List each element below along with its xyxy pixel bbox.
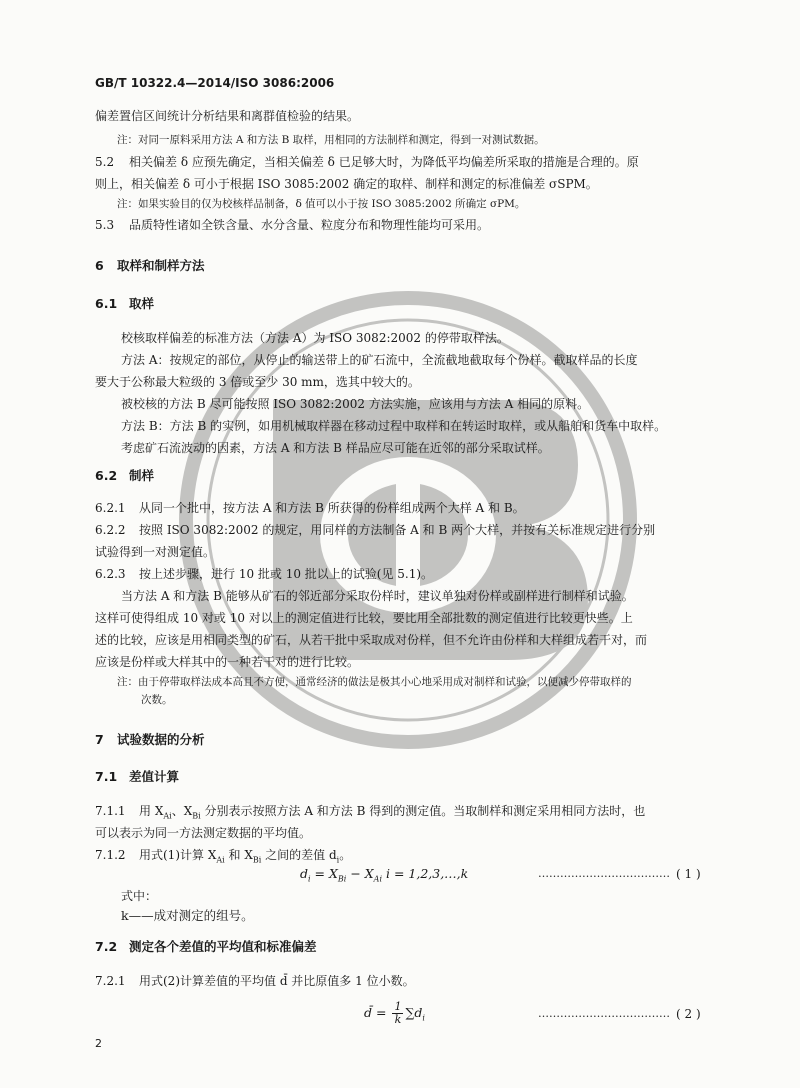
section-title: 试验数据的分析 <box>117 732 205 747</box>
subscript: Bi <box>192 811 201 821</box>
note-line: 注：由于停带取样法成本高且不方便，通常经济的做法是极其小心地采用成对制样和试验，以便减少停带取样的 <box>117 676 632 688</box>
clause-5-2-line-2: 则上，相关偏差 δ 可小于根据 ISO 3085:2002 确定的取样、制样和测定的标准偏差 σSPM。 <box>95 177 598 191</box>
clause-5-2-line-1 <box>95 154 639 170</box>
subscript: Ai <box>373 874 383 884</box>
formula-1 <box>300 866 468 888</box>
section-title: 测定各个差值的平均值和标准偏差 <box>129 939 317 954</box>
clause-number: 6.2.1 <box>95 501 126 515</box>
formula-term: i = 1,2,3,…,k <box>382 866 469 881</box>
clause-5-3 <box>95 217 489 233</box>
note-line: 注：如果实验目的仅为校核样品制备，δ 值可以小于按 ISO 3085:2002 所确定 σPM。 <box>117 198 526 210</box>
formula-leader-dots: ……………………………… <box>538 867 670 880</box>
clause-text: 和 X <box>224 848 253 862</box>
page-number: 2 <box>95 1037 102 1050</box>
clause-text: 、X <box>171 804 193 818</box>
paragraph-line: 偏差置信区间统计分析结果和离群值检验的结果。 <box>95 109 360 123</box>
formula-2 <box>364 1001 425 1027</box>
clause-7-1-1-line-2: 可以表示为同一方法测定数据的平均值。 <box>95 826 312 840</box>
paragraph-line: 述的比较，应该是用相同类型的矿石，从若干批中采取成对份样，但不允许由份样和大样组成若干对，而 <box>95 633 648 647</box>
subscript: Ai <box>216 855 225 865</box>
fraction <box>392 1001 403 1026</box>
clause-number: 5.3 <box>95 218 115 232</box>
section-number: 6.1 <box>95 296 118 311</box>
clause-number: 6.2.2 <box>95 523 126 537</box>
clause-text: 用式(1)计算 X <box>139 848 217 862</box>
section-7-2-heading <box>95 939 317 955</box>
clause-text: 分别表示按照方法 A 和方法 B 得到的测定值。当取制样和测定采用相同方法时，也 <box>200 804 646 818</box>
clause-6-2-3 <box>95 566 433 582</box>
formula-term: ∑d <box>405 1005 423 1020</box>
section-6-heading <box>95 258 205 274</box>
paragraph-line: 方法 B：方法 B 的实例，如用机械取样器在移动过程中取样和在转运时取样，或从船舶和货车中取样。 <box>121 419 667 433</box>
paragraph-line: 要大于公称最大粒级的 3 倍或至少 30 mm，选其中较大的。 <box>95 375 420 389</box>
clause-number: 7.1.2 <box>95 848 126 862</box>
clause-text: 从同一个批中，按方法 A 和方法 B 所获得的份样组成两个大样 A 和 B。 <box>139 501 525 515</box>
subscript: i <box>336 855 340 865</box>
formula-term: − X <box>346 866 374 881</box>
paragraph-line: 考虑矿石流波动的因素，方法 A 和方法 B 样品应尽可能在近邻的部分采取试样。 <box>121 441 550 455</box>
formula-number: ( 2 ) <box>676 1007 701 1021</box>
clause-number: 7.2.1 <box>95 974 126 988</box>
fraction-denominator: k <box>394 1013 402 1026</box>
clause-number: 5.2 <box>95 155 115 169</box>
formula-leader-dots: ……………………………… <box>538 1007 670 1020</box>
fraction-numerator: 1 <box>394 1000 402 1013</box>
formula-term: d <box>300 866 309 881</box>
subscript: Bi <box>337 874 347 884</box>
note-line: 注：对同一原料采用方法 A 和方法 B 取样，用相同的方法制样和测定，得到一对测试数据。 <box>117 134 545 146</box>
clause-text: 品质特性诸如全铁含量、水分含量、粒度分布和物理性能均可采用。 <box>129 218 490 232</box>
section-title: 制样 <box>129 468 155 483</box>
paragraph-line: 方法 A：按规定的部位，从停止的输送带上的矿石流中，全流截地截取每个份样。截取样品的长度 <box>121 353 638 367</box>
clause-7-2-1 <box>95 973 415 989</box>
clause-text: 。 <box>339 848 352 862</box>
paragraph-line: 被校核的方法 B 尽可能按照 ISO 3082:2002 方法实施，应该用与方法 A 相同的原料。 <box>121 397 590 411</box>
section-number: 7.2 <box>95 939 118 954</box>
formula-term: = X <box>310 866 338 881</box>
clause-number: 6.2.3 <box>95 567 126 581</box>
clause-text: 之间的差值 d <box>261 848 337 862</box>
section-6-2-heading <box>95 468 154 484</box>
paragraph-line: 这样可使得组成 10 对或 10 对以上的测定值进行比较，要比用全部批数的测定值进行比较更快些。上 <box>95 611 633 625</box>
section-title: 取样 <box>129 296 155 311</box>
section-number: 7.1 <box>95 769 118 784</box>
section-number: 6.2 <box>95 468 118 483</box>
subscript: i <box>422 1013 425 1023</box>
where-definition: k——成对测定的组号。 <box>121 908 254 923</box>
standard-id-header: GB/T 10322.4—2014/ISO 3086:2006 <box>95 76 335 90</box>
section-title: 取样和制样方法 <box>117 258 205 273</box>
section-number: 6 <box>95 258 104 273</box>
section-7-heading <box>95 732 205 748</box>
clause-6-2-2-line-1 <box>95 522 655 538</box>
paragraph-line: 当方法 A 和方法 B 能够从矿石的邻近部分采取份样时，建议单独对份样或副样进行制样和试验。 <box>121 589 634 603</box>
note-line: 次数。 <box>141 694 173 706</box>
paragraph-line: 校核取样偏差的标准方法（方法 A）为 ISO 3082:2002 的停带取样法。 <box>121 331 509 345</box>
clause-text: 用 X <box>139 804 164 818</box>
formula-number: ( 1 ) <box>676 867 701 881</box>
clause-6-2-1 <box>95 500 525 516</box>
clause-text: 按上述步骤，进行 10 批或 10 批以上的试验(见 5.1)。 <box>139 567 434 581</box>
clause-7-1-1-line-1 <box>95 803 645 824</box>
formula-term: d̄ = <box>364 1005 387 1020</box>
section-7-1-heading <box>95 769 179 785</box>
section-title: 差值计算 <box>129 769 180 784</box>
subscript: Ai <box>163 811 172 821</box>
subscript: i <box>308 874 311 884</box>
clause-number: 7.1.1 <box>95 804 126 818</box>
section-number: 7 <box>95 732 104 747</box>
clause-text: 相关偏差 δ 应预先确定，当相关偏差 δ 已足够大时，为降低平均偏差所采取的措施是合理的。原 <box>129 155 639 169</box>
paragraph-line: 应该是份样或大样其中的一种若干对的进行比较。 <box>95 655 360 669</box>
where-label: 式中： <box>121 889 158 903</box>
section-6-1-heading <box>95 296 154 312</box>
clause-text: 用式(2)计算差值的平均值 d̄ 并比原值多 1 位小数。 <box>139 974 415 988</box>
clause-text: 按照 ISO 3082:2002 的规定，用同样的方法制备 A 和 B 两个大样，并按有关标准规定进行分别 <box>139 523 656 537</box>
subscript: Bi <box>252 855 262 865</box>
clause-6-2-2-line-2: 试验得到一对测定值。 <box>95 545 216 559</box>
